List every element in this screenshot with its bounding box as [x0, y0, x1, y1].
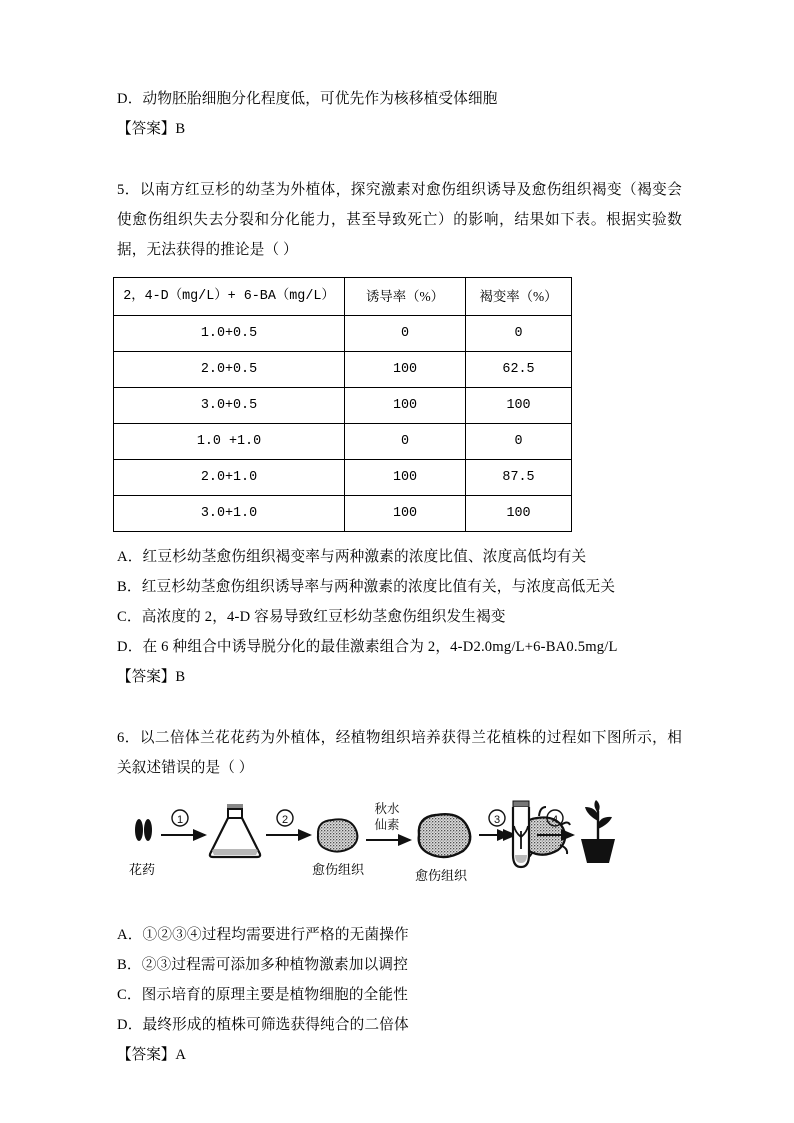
question5-answer: 【答案】B — [117, 669, 186, 685]
table-row — [114, 388, 572, 424]
table-row — [114, 460, 572, 496]
table-cell-induction: 0 — [345, 316, 466, 352]
question5-option-d: D．在 6 种组合中诱导脱分化的最佳激素组合为 2，4-D2.0mg/L+6-BA0.5mg/L — [117, 639, 618, 655]
callus-icon-2 — [419, 814, 471, 857]
question5-stem: 5．以南方红豆杉的幼茎为外植体，探究激素对愈伤组织诱导及愈伤组织褐变（褐变会使愈伤组织失去分裂和分化能力，甚至导致死亡）的影响，结果如下表。根据实验数据，无法获得的推论是（ ） — [117, 182, 682, 258]
table-cell-browning: 87.5 — [466, 460, 572, 496]
table-cell-treatment: 1.0 +1.0 — [114, 424, 345, 460]
spacer — [117, 692, 682, 723]
table-cell-browning: 0 — [466, 316, 572, 352]
question5-data-table — [113, 277, 572, 532]
table-cell-treatment: 2.0+1.0 — [114, 460, 345, 496]
table-row — [114, 352, 572, 388]
table-cell-browning: 100 — [466, 496, 572, 532]
table-cell-browning: 62.5 — [466, 352, 572, 388]
table-row — [114, 316, 572, 352]
spacer — [117, 532, 682, 542]
previous-answer: 【答案】B — [117, 121, 186, 137]
question6-answer: 【答案】A — [117, 1047, 186, 1063]
svg-text:3: 3 — [493, 814, 501, 826]
table-cell-induction: 100 — [345, 460, 466, 496]
table-header-cell-browning-rate: 褐变率（%） — [466, 278, 572, 316]
callus-icon-1 — [318, 819, 358, 851]
diagram-label-callus-2: 愈伤组织 — [415, 868, 468, 883]
table-cell-induction: 100 — [345, 496, 466, 532]
question6-option-d: D．最终形成的植株可筛选获得纯合的二倍体 — [117, 1017, 409, 1033]
table-cell-induction: 100 — [345, 352, 466, 388]
table-header-cell-treatment: 2，4-D（mg/L）+ 6-BA（mg/L） — [114, 278, 345, 316]
diagram-label-callus-1: 愈伤组织 — [312, 862, 365, 877]
question5-option-c: C．高浓度的 2，4-D 容易导致红豆杉幼茎愈伤组织发生褐变 — [117, 609, 506, 625]
question6-option-c: C．图示培育的原理主要是植物细胞的全能性 — [117, 987, 409, 1003]
previous-option-d: D．动物胚胎细胞分化程度低，可优先作为核移植受体细胞 — [117, 91, 498, 107]
table-cell-browning: 0 — [466, 424, 572, 460]
table-cell-treatment: 3.0+1.0 — [114, 496, 345, 532]
table-cell-induction: 0 — [345, 424, 466, 460]
svg-text:秋水: 秋水 — [374, 802, 400, 816]
table-cell-treatment: 2.0+0.5 — [114, 352, 345, 388]
question6-diagram — [123, 797, 593, 902]
table-cell-treatment: 1.0+0.5 — [114, 316, 345, 352]
anther-icon — [135, 819, 152, 841]
question6-stem: 6．以二倍体兰花花药为外植体，经植物组织培养获得兰花植株的过程如下图所示，相关叙述错误的是（ ） — [117, 730, 682, 776]
svg-text:仙素: 仙素 — [374, 818, 400, 832]
svg-text:2: 2 — [281, 814, 289, 826]
spacer — [117, 902, 682, 920]
table-cell-treatment: 3.0+0.5 — [114, 388, 345, 424]
question6-option-b: B．②③过程需可添加多种植物激素加以调控 — [117, 957, 409, 973]
table-cell-browning: 100 — [466, 388, 572, 424]
question5-option-b: B．红豆杉幼茎愈伤组织诱导率与两种激素的浓度比值有关，与浓度高低无关 — [117, 579, 616, 595]
diagram-label-anther: 花药 — [129, 862, 156, 877]
table-row — [114, 496, 572, 532]
flask-icon — [210, 804, 260, 857]
question5-option-a: A．红豆杉幼茎愈伤组织褐变率与两种激素的浓度比值、浓度高低均有关 — [117, 549, 587, 565]
svg-text:1: 1 — [176, 814, 184, 826]
table-header-row — [114, 278, 572, 316]
spacer — [117, 144, 682, 175]
question6-option-a: A．①②③④过程均需要进行严格的无菌操作 — [117, 927, 409, 943]
svg-text:4: 4 — [551, 814, 559, 826]
table-row — [114, 424, 572, 460]
test-tube-icon — [513, 801, 529, 867]
table-cell-induction: 100 — [345, 388, 466, 424]
potted-plant-icon — [581, 800, 615, 863]
table-header-cell-induction-rate: 诱导率（%） — [345, 278, 466, 316]
